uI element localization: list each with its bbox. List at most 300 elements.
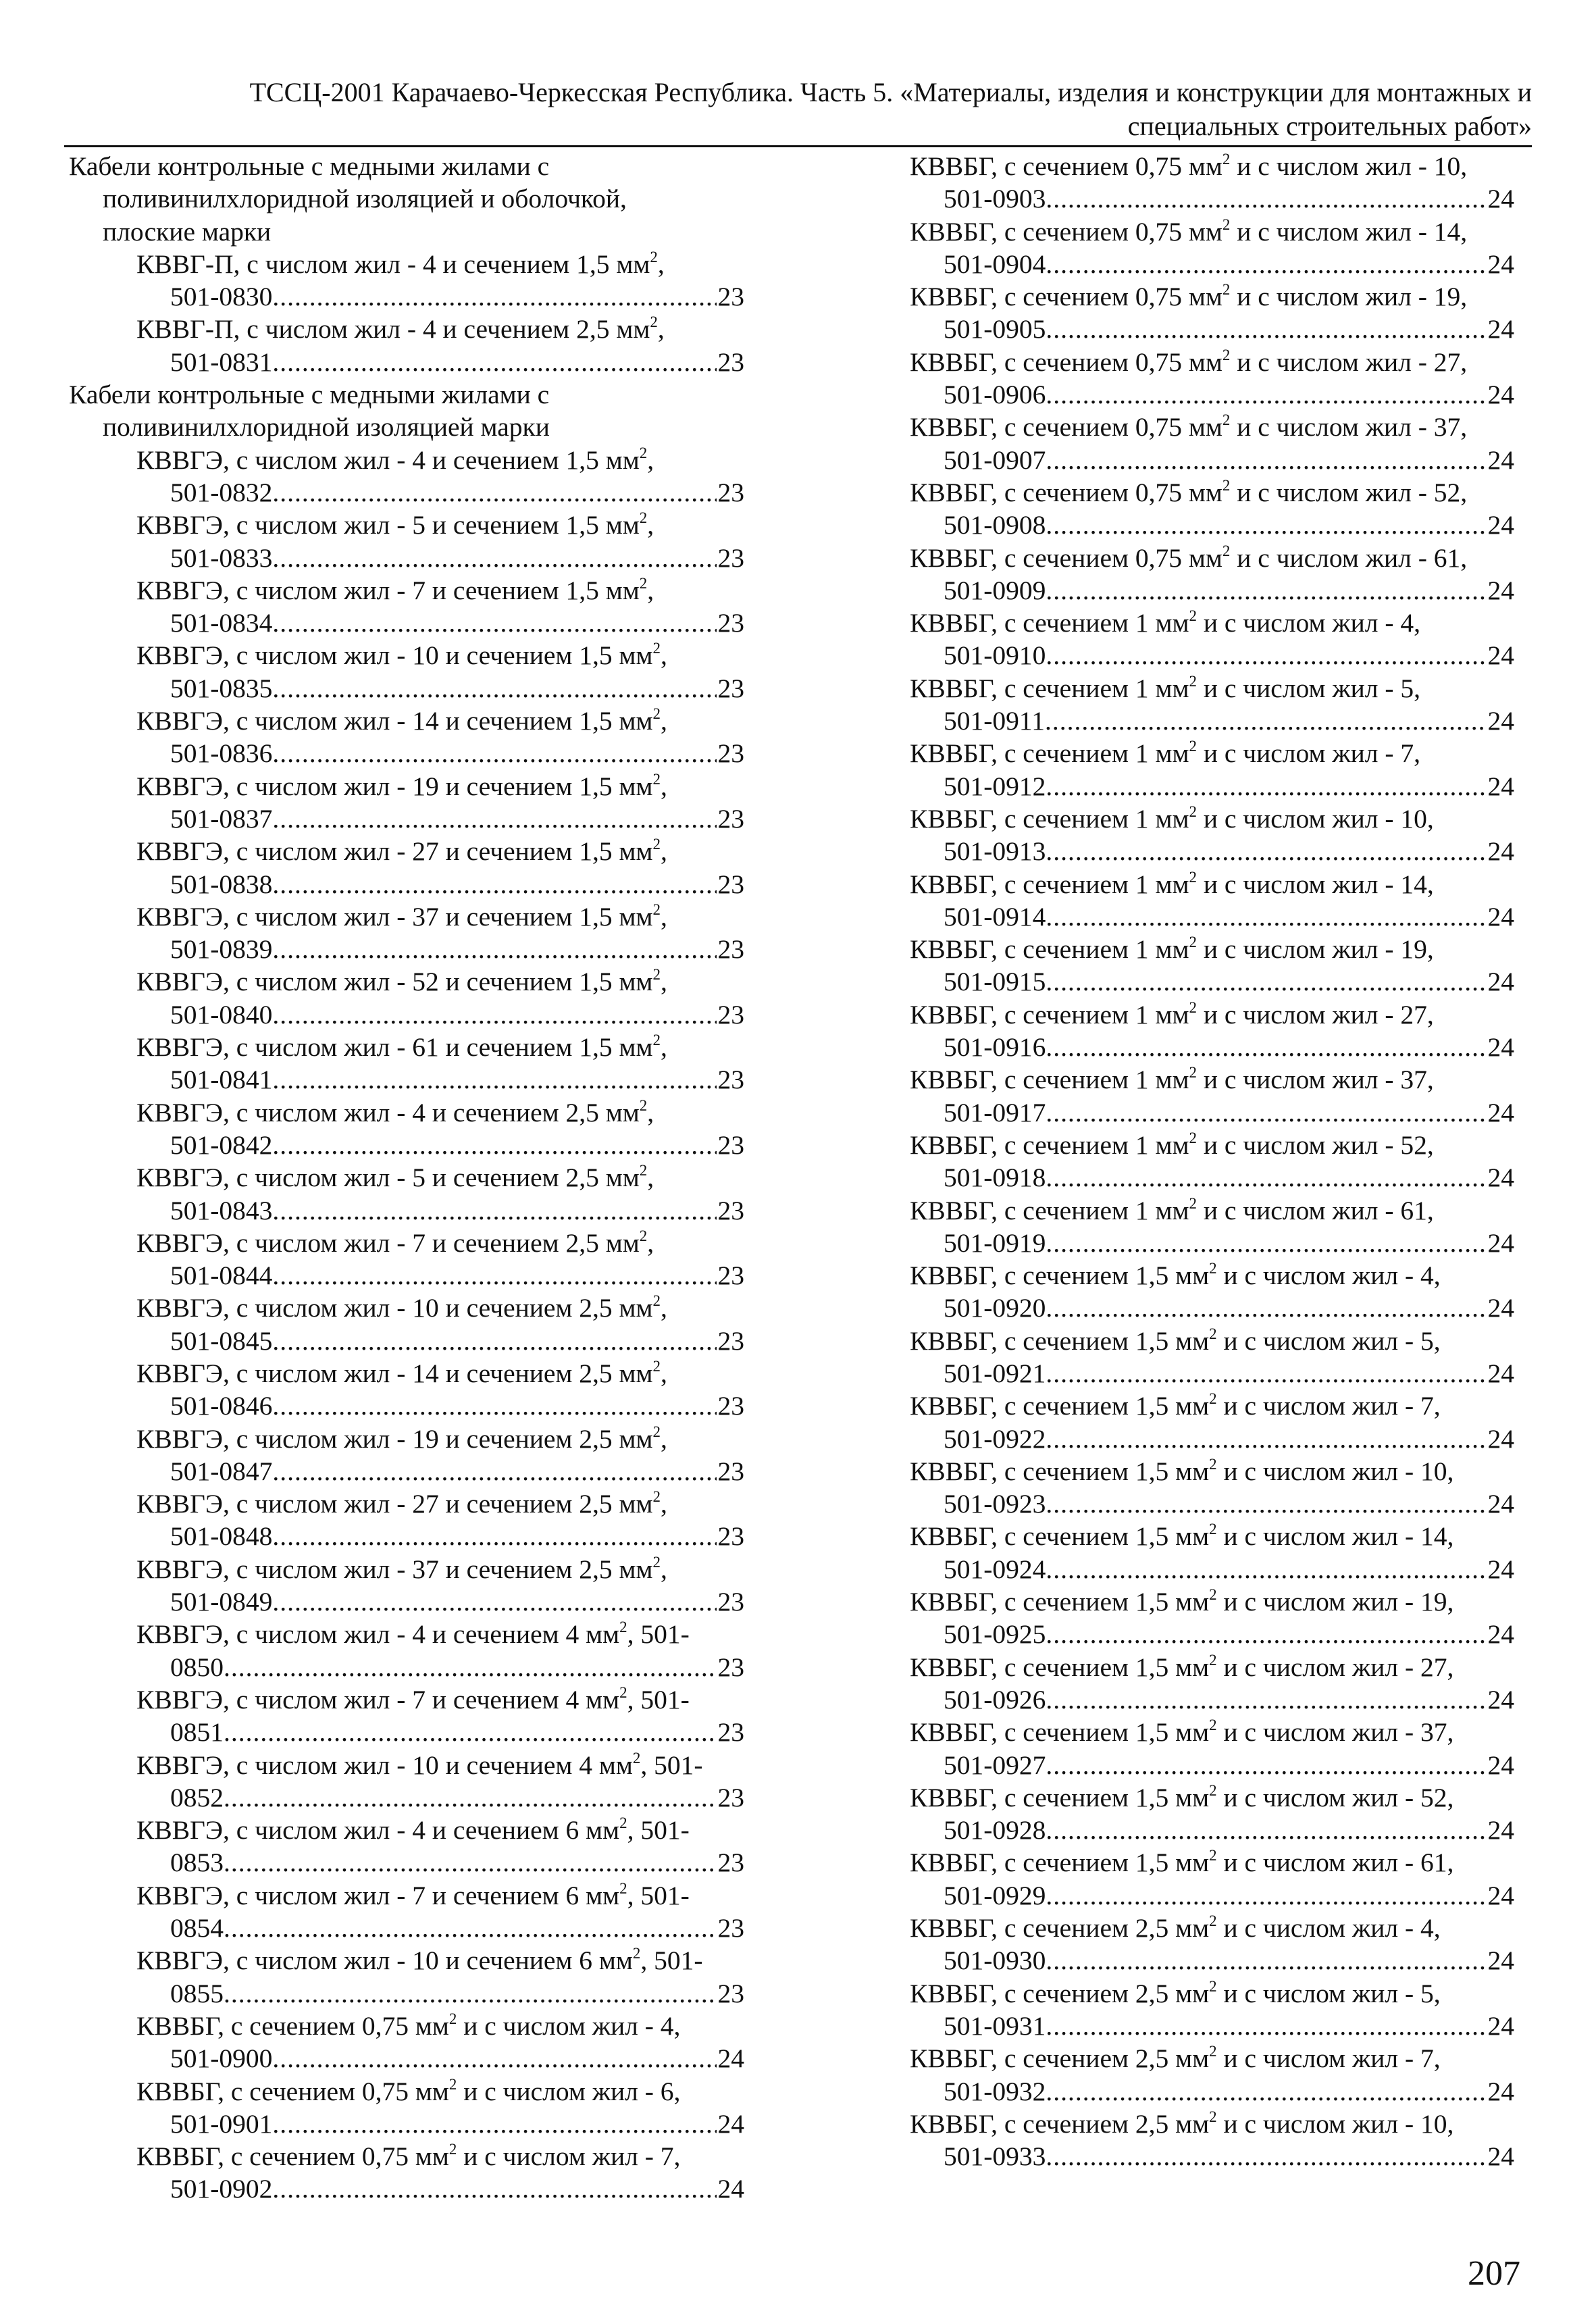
superscript: 2	[652, 1488, 661, 1506]
index-entry	[910, 346, 1514, 378]
entry-text: ,	[661, 1032, 667, 1063]
entry-text: КВВГЭ, с числом жил - 7 и сечением 6 мм	[136, 1880, 620, 1910]
page-ref: 23	[717, 282, 744, 312]
entry-text: КВВГЭ, с числом жил - 5 и сечением 2,5 мм	[136, 1163, 640, 1193]
page-ref: 24	[1487, 1946, 1514, 1976]
dot-leader	[272, 1585, 716, 1618]
dot-leader	[272, 1194, 716, 1227]
index-code-line	[69, 933, 744, 965]
entry-text: ,	[647, 1227, 654, 1258]
item-code: 501-0902	[170, 2174, 273, 2204]
page-ref: 24	[1487, 1227, 1514, 1258]
dot-leader	[1046, 1683, 1486, 1716]
header-rule	[64, 145, 1532, 147]
index-code-line	[910, 1683, 1514, 1716]
superscript: 2	[1209, 1651, 1217, 1669]
header-line-2: специальных строительных работ»	[1127, 111, 1532, 141]
index-code-line	[910, 182, 1514, 215]
superscript: 2	[1222, 150, 1231, 168]
page-ref: 24	[1487, 771, 1514, 801]
dot-leader	[1046, 1944, 1486, 1977]
dot-leader	[272, 2042, 716, 2075]
entry-text: КВВБГ, с сечением 1,5 мм	[910, 1261, 1210, 1291]
index-code-line	[69, 737, 744, 769]
index-entry	[69, 444, 744, 476]
superscript: 2	[1222, 215, 1231, 233]
index-entry	[910, 1585, 1514, 1618]
dot-leader	[1046, 1488, 1486, 1520]
entry-text: КВВГЭ, с числом жил - 27 и сечением 2,5 мм	[136, 1489, 653, 1519]
entry-text: , 501-	[627, 1880, 690, 1910]
dot-leader	[272, 1390, 716, 1422]
index-heading: Кабели контрольные с медными жилами с	[69, 380, 550, 410]
item-code: 501-0840	[170, 999, 273, 1030]
dot-leader	[272, 1455, 716, 1488]
page-ref: 23	[717, 1065, 744, 1095]
superscript: 2	[639, 1162, 648, 1179]
entry-text: КВВГЭ, с числом жил - 61 и сечением 1,5 мм	[136, 1032, 653, 1063]
superscript: 2	[1222, 476, 1231, 494]
dot-leader	[224, 1977, 717, 2010]
index-entry	[69, 1749, 744, 1781]
dot-leader	[272, 672, 716, 705]
superscript: 2	[448, 2075, 457, 2093]
entry-text: КВВБГ, с сечением 1,5 мм	[910, 1521, 1210, 1552]
index-entry	[69, 1553, 744, 1585]
item-code: 501-0848	[170, 1521, 273, 1552]
item-code: 501-0831	[170, 347, 273, 377]
index-code-line	[910, 1814, 1514, 1846]
entry-text: ,	[661, 1423, 667, 1454]
page-ref: 23	[717, 477, 744, 507]
page-ref: 23	[717, 1652, 744, 1682]
item-code: 501-0915	[944, 967, 1046, 997]
index-code-line	[69, 1129, 744, 1161]
item-code: 501-0912	[944, 771, 1046, 801]
dot-leader	[272, 1325, 716, 1357]
entry-text: КВВБГ, с сечением 1 мм	[910, 869, 1189, 899]
dot-leader	[1046, 2140, 1486, 2172]
index-code-line	[69, 1259, 744, 1292]
index-code-line	[69, 280, 744, 313]
page-ref: 24	[1487, 967, 1514, 997]
item-code: 501-0907	[944, 444, 1046, 475]
superscript: 2	[448, 2010, 457, 2027]
superscript: 2	[1189, 607, 1197, 625]
index-entry	[69, 1423, 744, 1455]
item-code: 501-0913	[944, 836, 1046, 867]
item-code: 501-0916	[944, 1032, 1046, 1063]
superscript: 2	[1189, 738, 1197, 755]
item-code: 501-0844	[170, 1261, 273, 1291]
entry-text: , 501-	[627, 1619, 690, 1650]
entry-text: КВВБГ, с сечением 1,5 мм	[910, 1782, 1210, 1812]
entry-text: ,	[661, 771, 667, 801]
index-code-line	[910, 2010, 1514, 2042]
dot-leader	[1046, 770, 1486, 803]
index-entry	[69, 1227, 744, 1259]
entry-text: и с числом жил - 5,	[1216, 1978, 1441, 2008]
entry-text: КВВГ-П, с числом жил - 4 и сечением 2,5 мм	[136, 314, 650, 345]
page-ref: 23	[717, 1717, 744, 1748]
item-code: 501-0931	[944, 2010, 1046, 2041]
entry-text: ,	[661, 1358, 667, 1388]
item-code: 501-0910	[944, 640, 1046, 671]
dot-leader	[224, 1846, 717, 1879]
index-code-line	[910, 1944, 1514, 1977]
item-code: 501-0906	[944, 380, 1046, 410]
page-ref: 23	[717, 608, 744, 638]
item-code: 501-0846	[170, 1391, 273, 1421]
dot-leader	[1046, 574, 1486, 607]
entry-text: КВВБГ, с сечением 2,5 мм	[910, 1913, 1210, 1943]
index-entry	[69, 2075, 744, 2108]
dot-leader	[272, 737, 716, 769]
page-ref: 24	[1487, 901, 1514, 932]
dot-leader	[272, 868, 716, 900]
index-entry	[910, 280, 1514, 313]
dot-leader	[1046, 2075, 1486, 2108]
dot-leader	[1046, 900, 1486, 933]
item-code: 0854	[170, 1913, 224, 1943]
index-code-line	[910, 1749, 1514, 1781]
page-ref: 24	[1487, 1293, 1514, 1323]
superscript: 2	[1209, 1912, 1217, 1929]
page-ref: 24	[1487, 249, 1514, 279]
entry-text: и с числом жил - 52,	[1196, 1129, 1434, 1160]
entry-text: КВВГЭ, с числом жил - 7 и сечением 2,5 мм	[136, 1227, 640, 1258]
index-entry	[69, 509, 744, 541]
index-code-line	[69, 1781, 744, 1814]
entry-text: и с числом жил - 52,	[1230, 477, 1468, 507]
page-ref: 23	[717, 1521, 744, 1552]
entry-text: КВВБГ, с сечением 0,75 мм	[136, 2076, 449, 2106]
index-entry	[910, 737, 1514, 769]
entry-text: КВВБГ, с сечением 1 мм	[910, 1065, 1189, 1095]
index-code-line	[910, 574, 1514, 607]
superscript: 2	[1189, 1129, 1197, 1146]
superscript: 2	[652, 1357, 661, 1375]
entry-text: , 501-	[627, 1815, 690, 1846]
index-entry	[910, 1390, 1514, 1422]
entry-text: и с числом жил - 14,	[1196, 869, 1434, 899]
index-entry	[910, 150, 1514, 182]
index-code-line	[69, 1194, 744, 1227]
superscript: 2	[639, 1096, 648, 1114]
index-entry	[910, 1325, 1514, 1357]
dot-leader	[224, 1716, 717, 1748]
entry-text: КВВГЭ, с числом жил - 14 и сечением 2,5 мм	[136, 1358, 653, 1388]
index-code-line	[69, 1455, 744, 1488]
entry-text: КВВГЭ, с числом жил - 4 и сечением 4 мм	[136, 1619, 620, 1650]
item-code: 501-0837	[170, 803, 273, 834]
index-entry	[910, 1520, 1514, 1552]
dot-leader	[272, 1520, 716, 1552]
index-heading: поливинилхлоридной изоляцией и оболочкой,	[103, 184, 627, 214]
page-ref: 23	[717, 738, 744, 769]
index-entry	[69, 1488, 744, 1520]
entry-text: ,	[661, 706, 667, 736]
index-code-line	[910, 2140, 1514, 2172]
item-code: 501-0843	[170, 1195, 273, 1225]
entry-text: КВВБГ, с сечением 1 мм	[910, 999, 1189, 1030]
dot-leader	[272, 1129, 716, 1161]
index-entry	[910, 215, 1514, 248]
index-column-right	[910, 150, 1514, 2172]
page-ref: 23	[717, 1391, 744, 1421]
item-code: 501-0929	[944, 1880, 1046, 1910]
entry-text: ,	[661, 1554, 667, 1584]
item-code: 501-0849	[170, 1587, 273, 1617]
entry-text: КВВБГ, с сечением 0,75 мм	[910, 282, 1222, 312]
index-entry	[69, 900, 744, 933]
superscript: 2	[448, 2141, 457, 2158]
index-code-line	[69, 476, 744, 509]
superscript: 2	[652, 770, 661, 788]
index-code-line	[910, 1292, 1514, 1324]
item-code: 501-0903	[944, 184, 1046, 214]
index-code-line	[69, 868, 744, 900]
index-code-line	[910, 2075, 1514, 2108]
page-ref: 24	[1487, 2076, 1514, 2106]
entry-text: КВВГ-П, с числом жил - 4 и сечением 1,5 мм	[136, 249, 650, 279]
index-entry	[69, 1814, 744, 1846]
superscript: 2	[1189, 998, 1197, 1016]
index-entry	[69, 1618, 744, 1650]
entry-text: и с числом жил - 4,	[457, 2010, 681, 2041]
item-code: 501-0832	[170, 477, 273, 507]
entry-text: КВВБГ, с сечением 0,75 мм	[910, 151, 1222, 181]
page-ref: 24	[717, 2108, 744, 2139]
superscript: 2	[619, 1683, 627, 1701]
page-ref: 24	[1487, 1619, 1514, 1650]
superscript: 2	[1209, 1521, 1217, 1538]
index-code-line	[69, 1846, 744, 1879]
entry-text: и с числом жил - 37,	[1196, 1065, 1434, 1095]
index-code-line	[910, 248, 1514, 280]
entry-text: , 501-	[640, 1750, 703, 1780]
index-code-line	[910, 770, 1514, 803]
page-ref: 24	[1487, 1163, 1514, 1193]
item-code: 501-0836	[170, 738, 273, 769]
index-code-line	[69, 607, 744, 639]
superscript: 2	[1222, 542, 1231, 559]
dot-leader	[1046, 835, 1486, 867]
index-entry	[69, 313, 744, 345]
entry-text: и с числом жил - 37,	[1216, 1717, 1454, 1748]
page-ref: 23	[717, 1978, 744, 2008]
page-ref: 24	[1487, 1423, 1514, 1454]
dot-leader	[1046, 1749, 1486, 1781]
item-code: 501-0922	[944, 1423, 1046, 1454]
dot-leader	[272, 607, 716, 639]
item-code: 501-0930	[944, 1946, 1046, 1976]
dot-leader	[1046, 509, 1486, 541]
superscript: 2	[1222, 346, 1231, 363]
entry-text: и с числом жил - 19,	[1196, 934, 1434, 965]
index-entry	[69, 2010, 744, 2042]
entry-text: и с числом жил - 14,	[1230, 216, 1468, 247]
superscript: 2	[1189, 672, 1197, 690]
entry-text: КВВГЭ, с числом жил - 19 и сечением 1,5 мм	[136, 771, 653, 801]
index-entry	[910, 868, 1514, 900]
entry-text: ,	[647, 1097, 654, 1127]
dot-leader	[1046, 313, 1486, 345]
entry-text: КВВГЭ, с числом жил - 4 и сечением 1,5 мм	[136, 444, 640, 475]
page-ref: 24	[717, 2043, 744, 2074]
entry-text: КВВГЭ, с числом жил - 37 и сечением 1,5 мм	[136, 901, 653, 932]
entry-text: КВВГЭ, с числом жил - 10 и сечением 6 мм	[136, 1946, 633, 1976]
item-code: 501-0917	[944, 1097, 1046, 1127]
entry-text: и с числом жил - 19,	[1216, 1587, 1454, 1617]
index-entry	[910, 1977, 1514, 2010]
superscript: 2	[1209, 1717, 1217, 1734]
item-code: 501-0838	[170, 869, 273, 899]
page-ref: 23	[717, 1195, 744, 1225]
superscript: 2	[619, 1814, 627, 1832]
index-entry	[910, 2108, 1514, 2140]
dot-leader	[1046, 444, 1486, 476]
entry-text: КВВГЭ, с числом жил - 10 и сечением 2,5 мм	[136, 1293, 653, 1323]
item-code: 501-0928	[944, 1815, 1046, 1846]
superscript: 2	[1222, 411, 1231, 429]
index-entry	[910, 2042, 1514, 2075]
dot-leader	[272, 1063, 716, 1096]
entry-text: ,	[647, 444, 654, 475]
superscript: 2	[1209, 1781, 1217, 1799]
index-entry	[910, 933, 1514, 965]
dot-leader	[1046, 2010, 1486, 2042]
superscript: 2	[619, 1879, 627, 1897]
superscript: 2	[1209, 1390, 1217, 1408]
page-number: 207	[1468, 2254, 1520, 2293]
index-code-line	[69, 2042, 744, 2075]
entry-text: и с числом жил - 27,	[1230, 347, 1468, 377]
index-code-line	[910, 1553, 1514, 1585]
index-code-line	[910, 965, 1514, 998]
page-ref: 24	[1487, 1554, 1514, 1584]
entry-text: и с числом жил - 4,	[1216, 1913, 1441, 1943]
superscript: 2	[650, 248, 658, 265]
item-code: 501-0900	[170, 2043, 273, 2074]
superscript: 2	[1189, 868, 1197, 886]
superscript: 2	[652, 1423, 661, 1440]
index-entry	[69, 1944, 744, 1977]
entry-text: КВВБГ, с сечением 1 мм	[910, 1129, 1189, 1160]
page-ref: 24	[1487, 510, 1514, 540]
entry-text: , 501-	[640, 1946, 703, 1976]
index-column-left	[69, 150, 744, 2206]
item-code: 501-0830	[170, 282, 273, 312]
page-ref: 23	[717, 999, 744, 1030]
superscript: 2	[639, 509, 648, 527]
entry-text: КВВБГ, с сечением 0,75 мм	[910, 412, 1222, 442]
entry-text: ,	[647, 575, 654, 605]
superscript: 2	[652, 966, 661, 984]
item-code: 501-0925	[944, 1619, 1046, 1650]
entry-text: и с числом жил - 19,	[1230, 282, 1468, 312]
entry-text: КВВГЭ, с числом жил - 7 и сечением 1,5 мм	[136, 575, 640, 605]
entry-text: КВВБГ, с сечением 0,75 мм	[910, 542, 1222, 573]
index-entry	[910, 1912, 1514, 1944]
entry-text: и с числом жил - 7,	[457, 2141, 681, 2172]
superscript: 2	[1209, 1977, 1217, 1995]
index-code-line	[910, 378, 1514, 411]
page-ref: 24	[1487, 444, 1514, 475]
entry-text: ,	[661, 1489, 667, 1519]
entry-text: КВВГЭ, с числом жил - 4 и сечением 2,5 мм	[136, 1097, 640, 1127]
index-code-line	[910, 1096, 1514, 1129]
dot-leader	[272, 2172, 716, 2205]
page-ref: 24	[1487, 2010, 1514, 2041]
index-entry	[910, 803, 1514, 835]
dot-leader	[272, 346, 716, 378]
entry-text: КВВБГ, с сечением 1,5 мм	[910, 1717, 1210, 1748]
index-entry	[69, 835, 744, 867]
item-code: 501-0921	[944, 1358, 1046, 1388]
index-code-line	[69, 1716, 744, 1748]
index-code-line	[910, 705, 1514, 737]
index-code-line	[69, 998, 744, 1031]
entry-text: КВВГЭ, с числом жил - 19 и сечением 2,5 мм	[136, 1423, 653, 1454]
entry-text: и с числом жил - 5,	[1216, 1325, 1441, 1356]
dot-leader	[272, 476, 716, 509]
superscript: 2	[1189, 934, 1197, 951]
page-ref: 24	[1487, 1097, 1514, 1127]
index-entry	[910, 1194, 1514, 1227]
entry-text: КВВГЭ, с числом жил - 5 и сечением 1,5 мм	[136, 510, 640, 540]
entry-text: и с числом жил - 61,	[1230, 542, 1468, 573]
dot-leader	[1046, 248, 1486, 280]
item-code: 501-0927	[944, 1750, 1046, 1780]
dot-leader	[1046, 1292, 1486, 1324]
item-code: 0851	[170, 1717, 224, 1748]
entry-text: КВВБГ, с сечением 1 мм	[910, 803, 1189, 834]
entry-text: и с числом жил - 14,	[1216, 1521, 1454, 1552]
index-code-line	[910, 444, 1514, 476]
index-code-line	[69, 1912, 744, 1944]
superscript: 2	[1209, 1847, 1217, 1864]
superscript: 2	[639, 1227, 648, 1244]
entry-text: и с числом жил - 10,	[1196, 803, 1434, 834]
index-entry	[910, 672, 1514, 705]
page-ref: 23	[717, 1129, 744, 1160]
entry-text: и с числом жил - 52,	[1216, 1782, 1454, 1812]
dot-leader	[272, 2108, 716, 2140]
item-code: 501-0842	[170, 1129, 273, 1160]
superscript: 2	[1189, 803, 1197, 820]
page-ref: 23	[717, 347, 744, 377]
dot-leader	[1046, 1227, 1486, 1259]
item-code: 501-0932	[944, 2076, 1046, 2106]
superscript: 2	[1209, 1325, 1217, 1342]
entry-text: КВВБГ, с сечением 1,5 мм	[910, 1391, 1210, 1421]
superscript: 2	[639, 574, 648, 592]
entry-text: ,	[647, 1163, 654, 1193]
page-ref: 24	[1487, 314, 1514, 345]
item-code: 501-0914	[944, 901, 1046, 932]
entry-text: КВВБГ, с сечением 0,75 мм	[910, 216, 1222, 247]
entry-text: и с числом жил - 5,	[1196, 673, 1421, 703]
item-code: 501-0841	[170, 1065, 273, 1095]
superscript: 2	[1209, 1586, 1217, 1604]
dot-leader	[224, 1781, 717, 1814]
index-code-line	[910, 900, 1514, 933]
index-entry	[69, 2140, 744, 2172]
index-entry	[910, 607, 1514, 639]
entry-text: КВВГЭ, с числом жил - 14 и сечением 1,5 мм	[136, 706, 653, 736]
item-code: 501-0920	[944, 1293, 1046, 1323]
